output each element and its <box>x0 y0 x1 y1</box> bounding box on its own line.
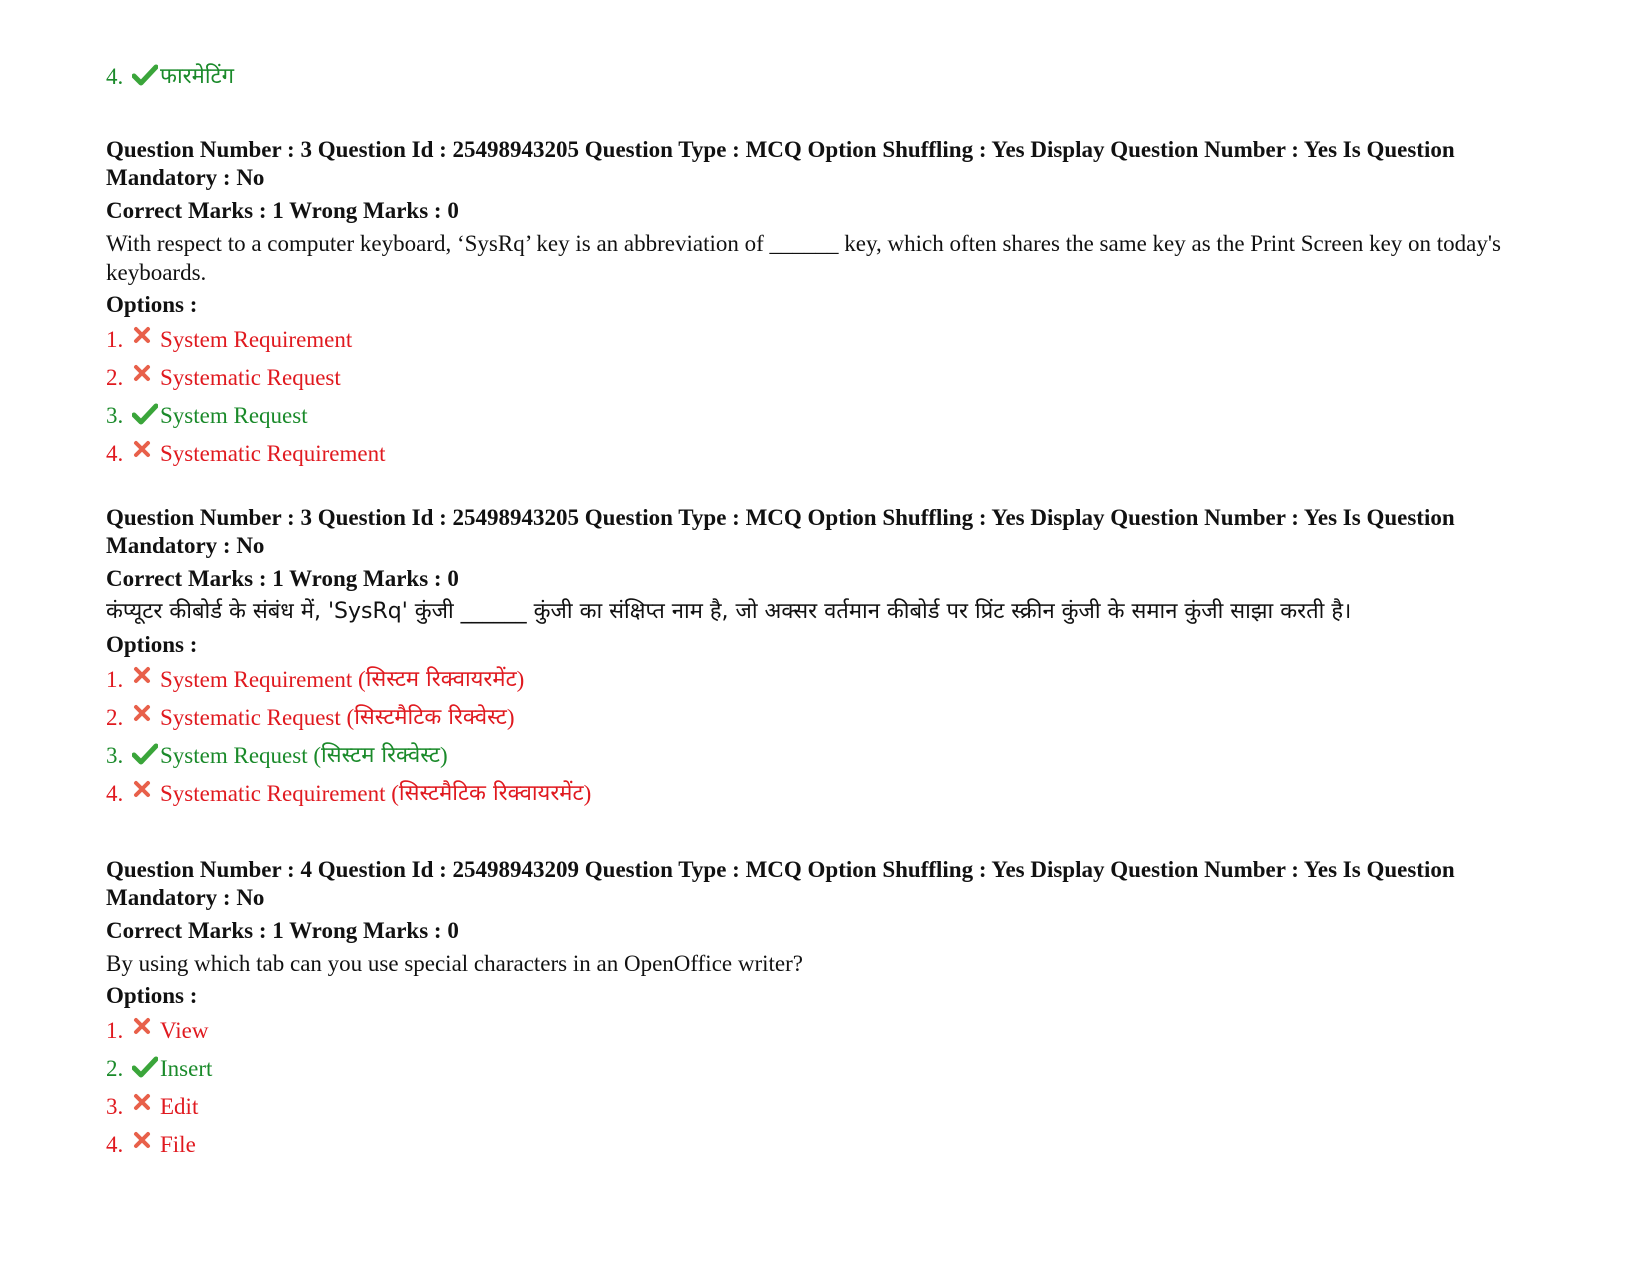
option-text: System Request ( <box>160 743 321 768</box>
question-text: By using which tab can you use special characters in an OpenOffice writer? <box>106 951 803 976</box>
option-item <box>106 775 1566 813</box>
option-item <box>106 737 1566 775</box>
option-text: फारमेटिंग <box>160 64 234 89</box>
options-label: Options : <box>106 632 198 657</box>
cross-icon <box>132 704 160 732</box>
cross-icon <box>132 326 160 354</box>
question-marks: Correct Marks : 1 Wrong Marks : 0 <box>106 566 459 591</box>
option-text: System Requirement <box>160 327 353 352</box>
option-text: Systematic Requirement <box>160 441 386 466</box>
option-number: 3. <box>106 1094 124 1119</box>
option-number: 4. <box>106 441 124 466</box>
option-close-paren: ) <box>516 667 525 692</box>
option-item <box>106 1012 1566 1050</box>
option-number: 3. <box>106 403 124 428</box>
check-icon <box>132 402 160 430</box>
option-item <box>106 397 1566 435</box>
option-text: Edit <box>160 1094 199 1119</box>
options-label: Options : <box>106 292 198 317</box>
question-block <box>106 504 1566 813</box>
cross-icon <box>132 666 160 694</box>
option-number: 1. <box>106 1018 124 1043</box>
option-number: 2. <box>106 365 124 390</box>
option-text: File <box>160 1132 196 1157</box>
option-number: 3. <box>106 743 124 768</box>
option-number: 2. <box>106 1056 124 1081</box>
option-item <box>106 1050 1566 1088</box>
cross-icon <box>132 1131 160 1159</box>
option-number: 4. <box>106 1132 124 1157</box>
option-number: 4. <box>106 781 124 806</box>
cross-icon <box>132 440 160 468</box>
question-meta: Question Number : 3 Question Id : 25498943205 Question Type : MCQ Option Shuffling : Yes Display Question Number : Yes Is Question Mandatory : No <box>106 505 1455 558</box>
option-text: Systematic Request ( <box>160 705 355 730</box>
option-item <box>106 321 1566 359</box>
option-item <box>106 699 1566 737</box>
question-block <box>106 856 1566 1164</box>
option-number: 2. <box>106 705 124 730</box>
cross-icon <box>132 1017 160 1045</box>
option-hindi-text: सिस्टम रिक्वेस्ट <box>321 743 440 768</box>
option-number: 1. <box>106 327 124 352</box>
option-item <box>106 58 234 96</box>
question-meta: Question Number : 3 Question Id : 25498943205 Question Type : MCQ Option Shuffling : Yes Display Question Number : Yes Is Question Mandatory : No <box>106 137 1455 190</box>
cross-icon <box>132 364 160 392</box>
option-hindi-text: सिस्टम रिक्वायरमेंट <box>365 667 517 692</box>
option-text: System Requirement ( <box>160 667 366 692</box>
question-block <box>106 136 1566 473</box>
question-marks: Correct Marks : 1 Wrong Marks : 0 <box>106 198 459 223</box>
option-text: View <box>160 1018 209 1043</box>
option-hindi-text: सिस्टमैटिक रिक्वायरमेंट <box>398 781 584 806</box>
option-item <box>106 359 1566 397</box>
option-hindi-text: सिस्टमैटिक रिक्वेस्ट <box>354 705 507 730</box>
option-number: 4. <box>106 64 124 89</box>
option-item <box>106 435 1566 473</box>
option-text: Systematic Requirement ( <box>160 781 399 806</box>
question-text: With respect to a computer keyboard, ‘SysRq’ key is an abbreviation of ______ key, which often shares the same key as the Print Screen key on today's keyboards. <box>106 231 1501 285</box>
check-icon <box>132 742 160 770</box>
cross-icon <box>132 1093 160 1121</box>
option-item <box>106 1088 1566 1126</box>
question-meta: Question Number : 4 Question Id : 25498943209 Question Type : MCQ Option Shuffling : Yes Display Question Number : Yes Is Question Mandatory : No <box>106 857 1455 910</box>
check-icon <box>132 63 160 91</box>
option-close-paren: ) <box>439 743 448 768</box>
options-label: Options : <box>106 983 198 1008</box>
option-item <box>106 1126 1566 1164</box>
option-item <box>106 661 1566 699</box>
question-marks: Correct Marks : 1 Wrong Marks : 0 <box>106 918 459 943</box>
option-close-paren: ) <box>583 781 592 806</box>
cross-icon <box>132 780 160 808</box>
option-close-paren: ) <box>506 705 515 730</box>
option-text: Systematic Request <box>160 365 341 390</box>
check-icon <box>132 1055 160 1083</box>
question-text: कंप्यूटर कीबोर्ड के संबंध में, 'SysRq' कुंजी ______ कुंजी का संक्षिप्त नाम है, जो अक्सर वर्तमान कीबोर्ड पर प्रिंट स्क्रीन कुंजी के समान कुंजी साझा करती है। <box>106 599 1352 624</box>
option-text: Insert <box>160 1056 213 1081</box>
option-text: System Request <box>160 403 308 428</box>
option-number: 1. <box>106 667 124 692</box>
